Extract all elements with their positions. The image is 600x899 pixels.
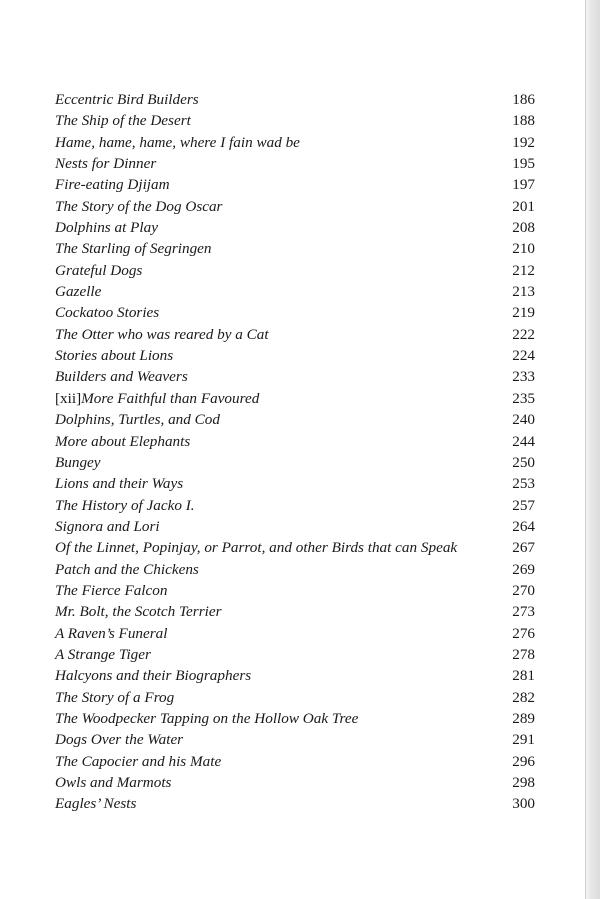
toc-entry[interactable]	[55, 388, 535, 409]
toc-entry-title	[55, 409, 220, 430]
toc-entry-title	[55, 580, 167, 601]
toc-entry-title	[55, 495, 195, 516]
toc-entry-page-number: 276	[512, 624, 535, 642]
toc-entry-page-number: 244	[512, 432, 535, 450]
toc-entry-label: The Starling of Segringen	[55, 240, 212, 258]
toc-entry-page-number: 192	[512, 133, 535, 151]
toc-entry[interactable]	[55, 174, 535, 195]
toc-entry-title	[55, 366, 188, 387]
toc-entry[interactable]	[55, 260, 535, 281]
toc-entry-label: Lions and their Ways	[55, 475, 184, 493]
toc-entry-page-number: 240	[512, 411, 535, 429]
toc-entry-title	[55, 473, 183, 494]
toc-entry-label: Dolphins, Turtles, and Cod	[55, 411, 220, 429]
toc-entry-page-number: 212	[512, 261, 535, 279]
toc-entry[interactable]	[55, 687, 535, 708]
toc-entry[interactable]	[55, 238, 535, 259]
toc-entry-title	[55, 196, 222, 217]
page-edge	[585, 0, 600, 899]
toc-entry-page-number: 300	[512, 795, 535, 813]
toc-entry-label: Grateful Dogs	[55, 261, 143, 279]
toc-entry-title	[55, 132, 300, 153]
toc-entry-label: Stories about Lions	[55, 347, 174, 365]
toc-entry-label: Eccentric Bird Builders	[55, 91, 199, 108]
toc-entry-label: A Strange Tiger	[55, 645, 151, 663]
toc-entry-page-number: 253	[512, 475, 535, 493]
toc-entry-label: More about Elephants	[55, 432, 191, 450]
toc-entry[interactable]	[55, 537, 535, 558]
toc-entry-title	[55, 516, 160, 537]
toc-entry[interactable]	[55, 452, 535, 473]
toc-entry-page-number: 296	[512, 752, 535, 770]
toc-entry-page-number: 201	[512, 197, 535, 215]
toc-entry[interactable]	[55, 345, 535, 366]
toc-entry-page-number: 291	[512, 731, 535, 749]
toc-entry-page-number: 264	[512, 517, 535, 535]
toc-entry[interactable]	[55, 793, 535, 814]
toc-entry[interactable]	[55, 665, 535, 686]
toc-entry-title	[55, 281, 101, 302]
toc-entry[interactable]	[55, 324, 535, 345]
toc-entry-title	[55, 772, 171, 793]
toc-entry-label: The Ship of the Desert	[55, 112, 191, 130]
toc-entry-label: More Faithful than Favoured	[81, 389, 260, 407]
toc-entry-label: Owls and Marmots	[55, 774, 172, 791]
toc-entry-page-number: 270	[512, 581, 535, 599]
toc-entry[interactable]	[55, 281, 535, 302]
toc-entry[interactable]	[55, 644, 535, 665]
toc-entry[interactable]	[55, 601, 535, 622]
toc-entry-title	[55, 260, 142, 281]
toc-entry[interactable]	[55, 623, 535, 644]
toc-entry[interactable]	[55, 110, 535, 131]
toc-entry-title	[55, 708, 358, 729]
toc-entry-page-number: 278	[512, 645, 535, 663]
toc-entry[interactable]	[55, 366, 535, 387]
toc-entry-label: Dogs Over the Water	[55, 731, 184, 749]
toc-entry-label: Bungey	[55, 453, 101, 471]
toc-entry-title	[55, 537, 457, 558]
toc-entry-title	[55, 238, 212, 259]
page-marker: [xii]	[55, 389, 82, 407]
toc-entry-title	[55, 751, 221, 772]
toc-entry-title	[55, 623, 167, 644]
toc-entry-page-number: 257	[512, 496, 535, 514]
toc-entry-title	[55, 174, 170, 195]
toc-entry-title	[55, 217, 158, 238]
toc-entry[interactable]	[55, 196, 535, 217]
toc-entry-label: Of the Linnet, Popinjay, or Parrot, and other Birds that can Speak	[55, 539, 458, 557]
toc-entry[interactable]	[55, 473, 535, 494]
toc-entry-title	[55, 687, 174, 708]
toc-entry-label: Halcyons and their Biographers	[55, 667, 252, 685]
toc-entry-page-number: 219	[512, 304, 535, 322]
toc-entry-title	[55, 452, 101, 473]
toc-entry-page-number: 224	[512, 347, 535, 365]
toc-entry-title	[55, 729, 183, 750]
toc-entry[interactable]	[55, 516, 535, 537]
toc-entry-label: Fire-eating Djijam	[55, 176, 170, 194]
toc-entry-page-number: 208	[512, 219, 535, 237]
toc-entry[interactable]	[55, 751, 535, 772]
toc-entry-page-number: 188	[512, 112, 535, 130]
toc-entry-title	[55, 601, 222, 622]
toc-entry-label: The History of Jacko I.	[55, 496, 195, 514]
toc-entry-page-number: 197	[512, 176, 535, 194]
toc-entry[interactable]	[55, 772, 535, 793]
toc-entry-page-number: 222	[512, 325, 535, 343]
toc-entry-page-number: 289	[512, 709, 535, 727]
toc-entry-title	[55, 345, 173, 366]
toc-entry[interactable]	[55, 132, 535, 153]
toc-entry-label: Cockatoo Stories	[55, 304, 160, 322]
toc-entry-page-number: 235	[512, 389, 535, 407]
toc-entry[interactable]	[55, 302, 535, 323]
toc-entry-page-number: 233	[512, 368, 535, 386]
toc-entry-title	[55, 153, 156, 174]
toc-entry[interactable]	[55, 580, 535, 601]
toc-entry-page-number: 186	[512, 91, 535, 108]
toc-entry-title	[55, 89, 199, 110]
toc-entry-page-number: 195	[512, 155, 535, 173]
toc-entry-label: Patch and the Chickens	[55, 560, 199, 578]
toc-entry-label: The Story of a Frog	[55, 688, 175, 706]
toc-entry-page-number: 210	[512, 240, 535, 258]
table-of-contents	[55, 89, 535, 815]
toc-entry-label: Nests for Dinner	[55, 155, 157, 173]
toc-entry-title	[55, 302, 159, 323]
toc-entry-title	[55, 388, 259, 409]
toc-entry-label: A Raven’s Funeral	[55, 624, 168, 642]
toc-entry-label: Signora and Lori	[55, 517, 160, 535]
toc-entry[interactable]	[55, 431, 535, 452]
toc-entry[interactable]	[55, 89, 535, 110]
toc-entry-page-number: 281	[512, 667, 535, 685]
toc-entry-title	[55, 110, 191, 131]
toc-entry-label: Hame, hame, hame, where I fain wad be	[55, 133, 300, 151]
toc-entry-page-number: 273	[512, 603, 535, 621]
toc-entry[interactable]	[55, 708, 535, 729]
toc-entry[interactable]	[55, 729, 535, 750]
toc-entry-page-number: 269	[512, 560, 535, 578]
toc-entry-label: Gazelle	[55, 283, 102, 301]
toc-entry-label: Dolphins at Play	[55, 219, 158, 237]
toc-entry[interactable]	[55, 217, 535, 238]
toc-entry-title	[55, 644, 151, 665]
toc-entry-title	[55, 431, 190, 452]
toc-entry-label: The Otter who was reared by a Cat	[55, 325, 269, 343]
toc-entry[interactable]	[55, 153, 535, 174]
toc-entry-title	[55, 793, 136, 814]
toc-entry-title	[55, 665, 251, 686]
toc-entry-label: Mr. Bolt, the Scotch Terrier	[55, 603, 222, 621]
toc-entry-page-number: 250	[512, 453, 535, 471]
toc-entry-title	[55, 324, 269, 345]
toc-entry-title	[55, 559, 199, 580]
toc-entry-label: The Fierce Falcon	[55, 581, 168, 599]
toc-entry-label: The Story of the Dog Oscar	[55, 197, 223, 215]
toc-entry-page-number: 282	[512, 688, 535, 706]
toc-entry-label: The Woodpecker Tapping on the Hollow Oak Tree	[55, 709, 359, 727]
toc-entry-page-number: 298	[512, 774, 535, 791]
toc-entry[interactable]	[55, 559, 535, 580]
toc-entry-page-number: 267	[512, 539, 535, 557]
toc-entry-page-number: 213	[512, 283, 535, 301]
toc-entry[interactable]	[55, 409, 535, 430]
toc-entry-label: Builders and Weavers	[55, 368, 188, 386]
toc-entry-label: The Capocier and his Mate	[55, 752, 222, 770]
toc-entry[interactable]	[55, 495, 535, 516]
toc-entry-label: Eagles’ Nests	[55, 795, 137, 813]
